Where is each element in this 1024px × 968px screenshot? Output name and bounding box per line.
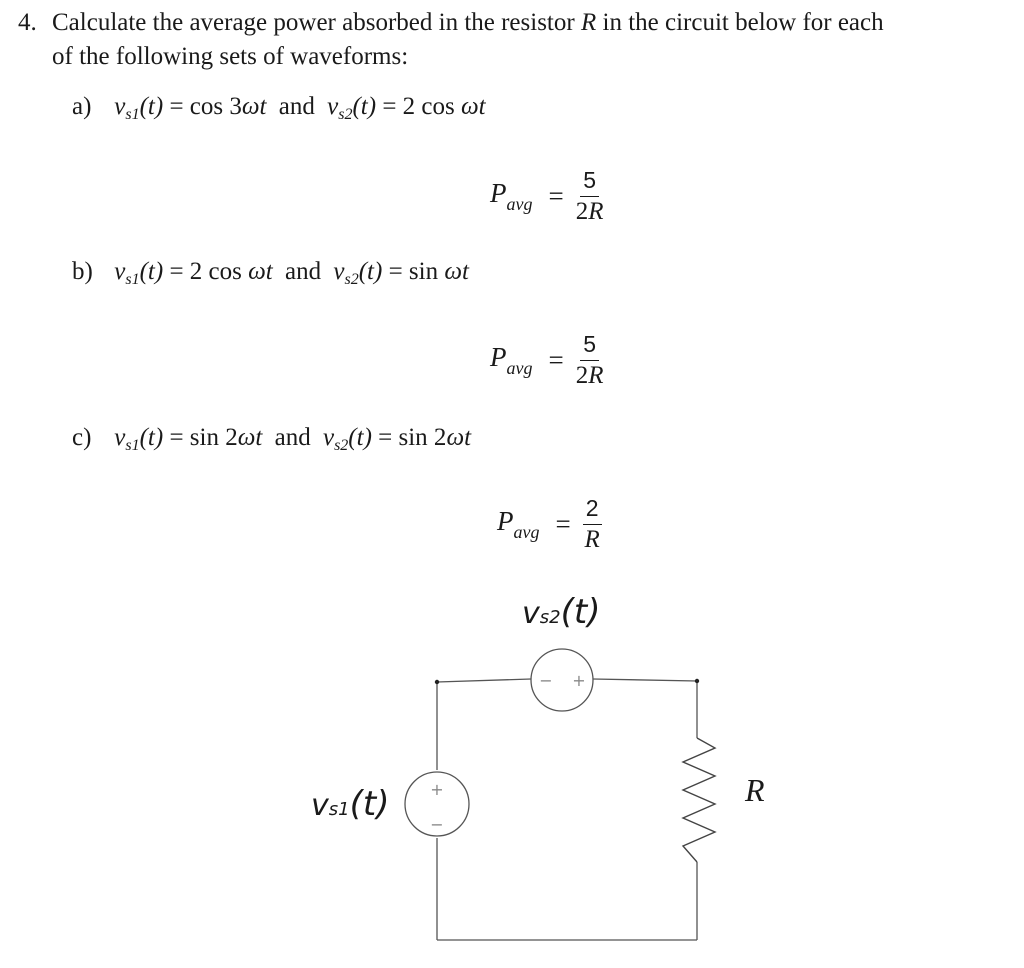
part-a-v1-name: v (114, 93, 126, 120)
vs1-minus-sign: − (430, 815, 444, 834)
vs1-label: vs1(t) (311, 784, 390, 824)
part-b-v2-eq: = sin (382, 258, 445, 285)
part-a-v1-eq: = cos 3 (163, 93, 242, 120)
part-a-answer-numerator: 5 (580, 166, 599, 197)
part-a-answer-eq: = (548, 180, 564, 211)
part-a-and: and (278, 93, 315, 120)
problem-text-line1-post: in the circuit below for each (596, 9, 884, 36)
part-a-v1-arg: (t) (139, 93, 164, 120)
part-a-v2-eq: = 2 cos (376, 93, 461, 120)
resistor-label: R (745, 772, 765, 808)
part-c-v2-tail: ωt (446, 424, 472, 451)
part-b-v2-sub: s2 (344, 271, 359, 288)
part-c-v1-name: v (114, 424, 126, 451)
part-a-v2-arg: (t) (352, 93, 377, 120)
problem-text-variable: R (580, 9, 597, 36)
node-dot-left (435, 680, 439, 684)
wire-top-right (593, 679, 697, 681)
vs1-plus-sign: + (430, 780, 444, 799)
part-c-answer-p: $P_{avg}$ (497, 505, 540, 542)
part-a-answer-denominator: 2R (575, 198, 604, 225)
part-b-v2-arg: (t) (358, 258, 383, 285)
part-a-v2-sub: s2 (338, 106, 353, 123)
part-b-answer-p: $P_{avg}$ (490, 341, 533, 378)
part-c-v2-arg: (t) (348, 424, 372, 451)
part-c-v1-arg: (t) (139, 424, 164, 451)
problem-text-line2: of the following sets of waveforms: (52, 43, 409, 70)
part-c-answer-denominator: R (584, 526, 600, 553)
part-c-and: and (274, 424, 311, 451)
part-c-v1-tail: ωt (237, 424, 263, 451)
resistor-zigzag (683, 738, 715, 862)
part-c-v2-sub: s2 (334, 437, 349, 454)
part-a-answer-p: $P_{avg}$ (490, 177, 533, 214)
part-a-v2-name: v (327, 93, 339, 120)
part-a-v1-tail: ωt (241, 93, 267, 120)
part-a-label: a) (72, 93, 92, 120)
wire-top-left (437, 679, 531, 682)
node-dot-right (695, 679, 699, 683)
part-c-v1-sub: s1 (125, 437, 140, 454)
part-b-label: b) (72, 258, 93, 285)
problem-number: 4. (18, 9, 37, 36)
part-b-v1-tail: ωt (248, 258, 273, 285)
part-b-answer-denominator: 2R (575, 362, 604, 389)
problem-text-line1-pre: Calculate the average power absorbed in the resistor (52, 9, 581, 36)
part-b-answer-numerator: 5 (580, 330, 599, 361)
part-c-answer-numerator: 2 (583, 494, 602, 525)
part-b-v2-tail: ωt (444, 258, 469, 285)
vs2-label: vs2(t) (522, 592, 601, 632)
part-b-answer-eq: = (548, 344, 564, 375)
part-b-v1-name: v (114, 258, 126, 285)
part-b-and: and (285, 258, 322, 285)
vs2-minus-sign: − (539, 671, 553, 690)
part-b-v1-eq: = 2 cos (163, 258, 249, 285)
part-b-v2-name: v (333, 258, 345, 285)
part-b-v1-sub: s1 (125, 271, 140, 288)
part-a-v1-sub: s1 (125, 106, 140, 123)
part-c-v1-eq: = sin 2 (163, 424, 238, 451)
part-c-v2-eq: = sin 2 (371, 424, 447, 451)
part-b-v1-arg: (t) (139, 258, 164, 285)
vs2-plus-sign: + (572, 671, 586, 690)
part-c-v2-name: v (322, 424, 335, 451)
part-c-label: c) (72, 424, 92, 451)
part-a-v2-tail: ωt (461, 93, 486, 120)
part-c-answer-eq: = (555, 508, 571, 539)
